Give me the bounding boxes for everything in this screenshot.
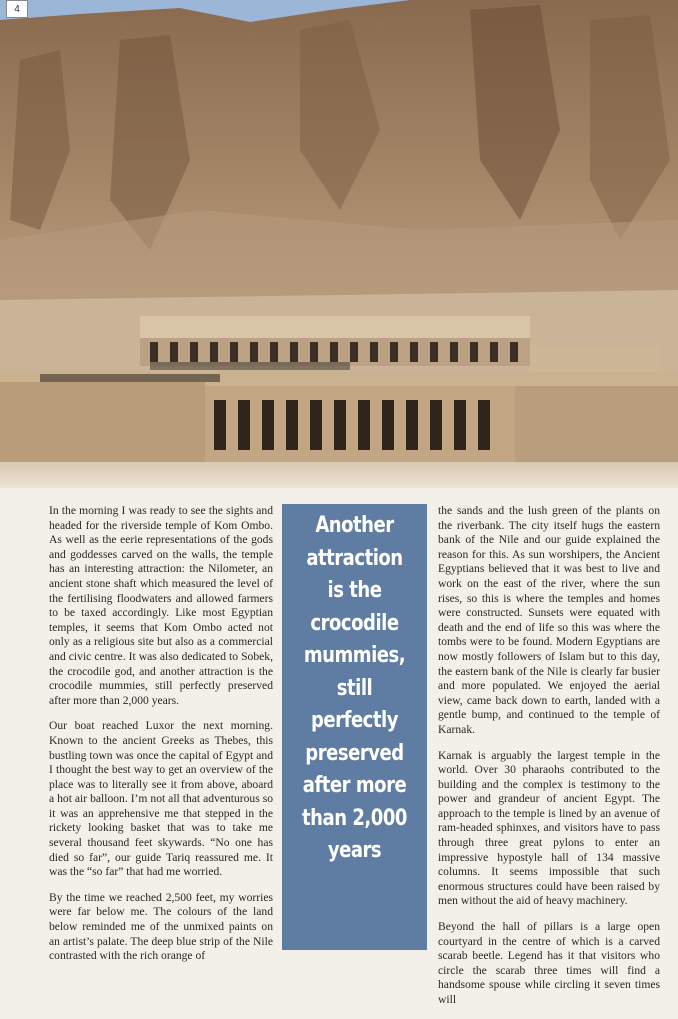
temple-photo (0, 0, 678, 488)
right-column (438, 504, 660, 1019)
left-column (49, 504, 273, 975)
paragraph: Our boat reached Luxor the next morning. Known to the ancient Greeks as Thebes, this bustling town was once the capital of Egypt and I thought the best way to get an overview of the place was to literally see it from above, aboard a hot air balloon. I’m not all that adventurous so it was an apprehensive me that stepped in the rickety looking basket that was to take me several thousand feet skywards. “No one has died so far”, our guide Tariq reassured me. It was the “so far” that had me worried. (49, 719, 273, 879)
paragraph: By the time we reached 2,500 feet, my worries were far below me. The colours of the land below reminded me of the unmixed paints on an artist’s palate. The deep blue strip of the Nile contrasted with the rich orange of (49, 890, 273, 963)
pull-quote-box (282, 504, 427, 950)
page-number: 4 (6, 0, 28, 18)
paragraph: the sands and the lush green of the plants on the riverbank. The city itself hugs the eastern bank of the Nile and our guide explained the reason for this. As sun worshipers, the Ancient Egyptians believed that it was best to live and work on the east of the river, where the sun rises, so this is where the temples and homes were constructed. Sunsets were equated with death and the end of life so this was where the tombs were to be found. Modern Egyptians are now mostly followers of Islam but to this day, the eastern bank of the Nile is clearly far busier and more populated. We enjoyed the aerial view, came back down to earth, landed with a gentle bump, and continued to the temple of Karnak. (438, 504, 660, 736)
pull-quote-text: Another attraction is the crocodile mummies, still perfectly preserved after more than 2,000 years (302, 513, 407, 863)
paragraph: Beyond the hall of pillars is a large open courtyard in the centre of which is a carved scarab beetle. Legend has it that visitors who circle the scarab three times will find a handsome spouse while circling it seven times will (438, 920, 660, 1006)
paragraph: In the morning I was ready to see the sights and headed for the riverside temple of Kom Ombo. As well as the eerie representations of the gods and goddesses carved on the walls, the temple has an interesting attraction: the Nilometer, an ancient stone shaft which measured the level of the fertilising floodwaters and allowed farmers to be taxed accordingly. Like most Egyptian temples, it seems that Kom Ombo acted not only as a religious site but also as a commercial and civic centre. It was also dedicated to Sobek, the crocodile god, and another attraction is the crocodile mummies, still perfectly preserved after more than 2,000 years. (49, 504, 273, 707)
paragraph: Karnak is arguably the largest temple in the world. Over 30 pharaohs contributed to the building and the complex is testimony to the power and grandeur of ancient Egypt. The approach to the temple is lined by an avenue of ram-headed sphinxes, and visitors have to pass through three great pylons to enter an impressive hypostyle hall of 134 massive columns. It seems impossible that such enormous structures could have been raised by men without the aid of heavy machinery. (438, 748, 660, 908)
